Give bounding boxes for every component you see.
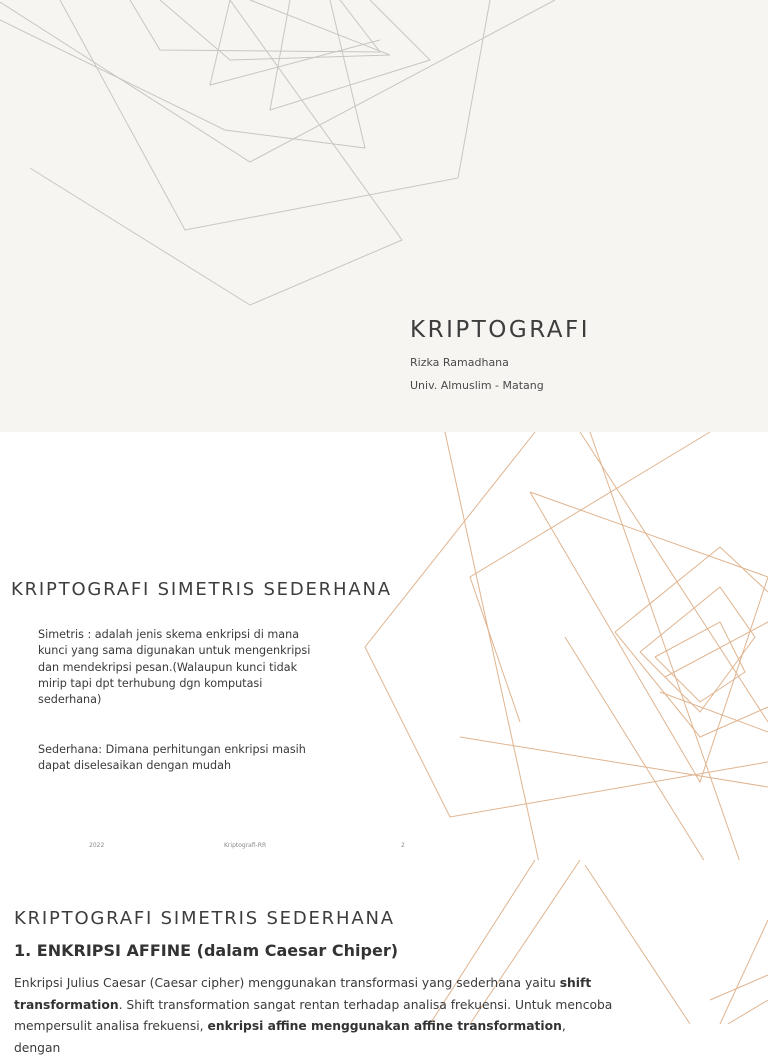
definition-simple: Sederhana: Dimana perhitungan enkripsi masih dapat diselesaikan dengan mudah — [38, 743, 306, 773]
body-text-part: , dengan — [14, 1019, 566, 1055]
slide-title: KRIPTOGRAFI SIMETRIS SEDERHANA — [14, 908, 395, 929]
section-heading: 1. ENKRIPSI AFFINE (dalam Caesar Chiper) — [14, 941, 399, 960]
content-slide-3 — [0, 860, 768, 1055]
body-text-part: . Shift transformation sangat rentan terhadap analisa frekuensi. Untuk mencoba mempersulit analisa frekuensi, — [14, 997, 613, 1033]
footer-title: Kriptografi-RR — [224, 842, 267, 849]
author-name: Rizka Ramadhana — [410, 356, 509, 369]
body-text-bold: shift transformation — [14, 976, 592, 1012]
page-number: 2 — [401, 842, 405, 849]
content-slide-2 — [0, 432, 768, 860]
decorative-lines — [0, 0, 768, 432]
title-slide — [0, 0, 768, 432]
body-text-bold: enkripsi affine menggunakan affine transformation — [207, 1019, 562, 1033]
body-text — [14, 973, 614, 1059]
body-text-part: Enkripsi Julius Caesar (Caesar cipher) menggunakan transformasi yang sederhana yaitu — [14, 976, 560, 990]
definition-symmetric: Simetris : adalah jenis skema enkripsi di mana kunci yang sama digunakan untuk mengenkripsi dan mendekripsi pesan.(Walaupun kunci tidak mirip tapi dpt terhubung dgn komputasi sederhana) — [38, 628, 311, 707]
footer-date: 2022 — [89, 842, 105, 849]
presentation-title: KRIPTOGRAFI — [410, 317, 590, 343]
slide-title: KRIPTOGRAFI SIMETRIS SEDERHANA — [11, 579, 392, 600]
institution-name: Univ. Almuslim - Matang — [410, 379, 544, 392]
